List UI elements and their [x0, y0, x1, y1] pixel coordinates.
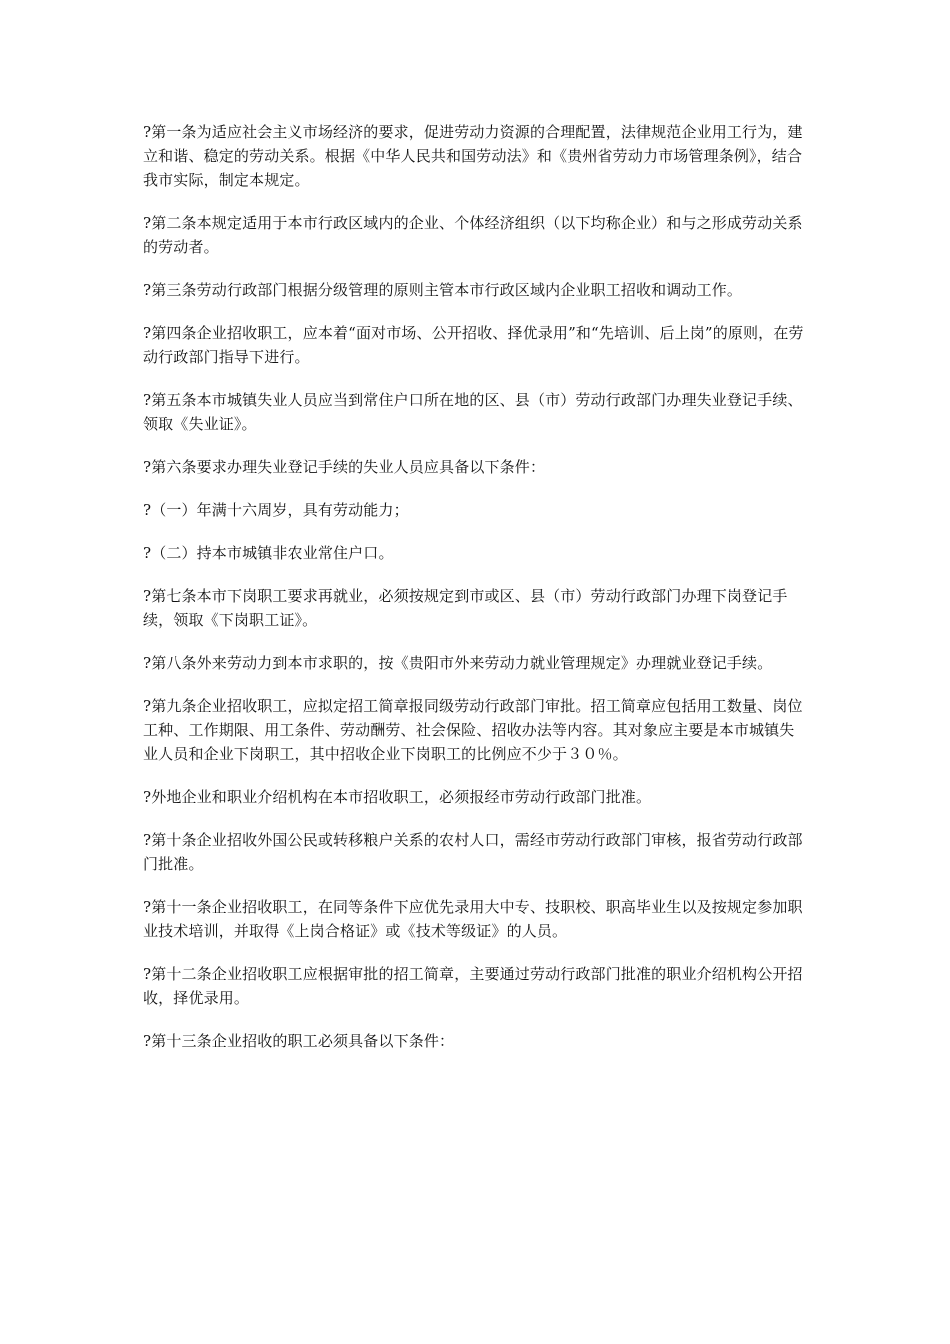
document-page: [143, 120, 809, 1072]
article-12-paragraph: ?第十二条企业招收职工应根据审批的招工简章，主要通过劳动行政部门批准的职业介绍机构公开招收，择优录用。: [143, 965, 803, 1007]
article-9-paragraph: ?第九条企业招收职工，应拟定招工简章报同级劳动行政部门审批。招工简章应包括用工数量、岗位工种、工作期限、用工条件、劳动酬劳、社会保险、招收办法等内容。其对象应主要是本市城镇失业人员和企业下岗职工，其中招收企业下岗职工的比例应不少于３０％。: [143, 697, 803, 763]
article-5-paragraph: ?第五条本市城镇失业人员应当到常住户口所在地的区、县（市）劳动行政部门办理失业登记手续、领取《失业证》。: [143, 391, 803, 433]
article-6-item-2: ?（二）持本市城镇非农业常住户口。: [143, 544, 394, 562]
article-7-paragraph: ?第七条本市下岗职工要求再就业，必须按规定到市或区、县（市）劳动行政部门办理下岗登记手续，领取《下岗职工证》。: [143, 587, 788, 629]
article-3-paragraph: ?第三条劳动行政部门根据分级管理的原则主管本市行政区域内企业职工招收和调动工作。: [143, 281, 743, 299]
article-13-paragraph: ?第十三条企业招收的职工必须具备以下条件：: [143, 1032, 455, 1050]
article-8-paragraph: ?第八条外来劳动力到本市求职的，按《贵阳市外来劳动力就业管理规定》办理就业登记手续。: [143, 654, 773, 672]
article-9-supplement: ?外地企业和职业介绍机构在本市招收职工，必须报经市劳动行政部门批准。: [143, 788, 652, 806]
article-6-item-1: ?（一）年满十六周岁，具有劳动能力；: [143, 501, 409, 519]
article-6-paragraph: ?第六条要求办理失业登记手续的失业人员应具备以下条件：: [143, 458, 546, 476]
article-10-paragraph: ?第十条企业招收外国公民或转移粮户关系的农村人口，需经市劳动行政部门审核，报省劳动行政部门批准。: [143, 831, 803, 873]
article-11-paragraph: ?第十一条企业招收职工，在同等条件下应优先录用大中专、技职校、职高毕业生以及按规定参加职业技术培训，并取得《上岗合格证》或《技术等级证》的人员。: [143, 898, 803, 940]
article-2-paragraph: ?第二条本规定适用于本市行政区域内的企业、个体经济组织（以下均称企业）和与之形成劳动关系的劳动者。: [143, 214, 803, 256]
article-1-paragraph: ?第一条为适应社会主义市场经济的要求，促进劳动力资源的合理配置，法律规范企业用工行为，建立和谐、稳定的劳动关系。根据《中华人民共和国劳动法》和《贵州省劳动力市场管理条例》，结合我市实际，制定本规定。: [143, 123, 803, 189]
article-4-paragraph: ?第四条企业招收职工，应本着“面对市场、公开招收、择优录用”和“先培训、后上岗”的原则，在劳动行政部门指导下进行。: [143, 324, 804, 366]
